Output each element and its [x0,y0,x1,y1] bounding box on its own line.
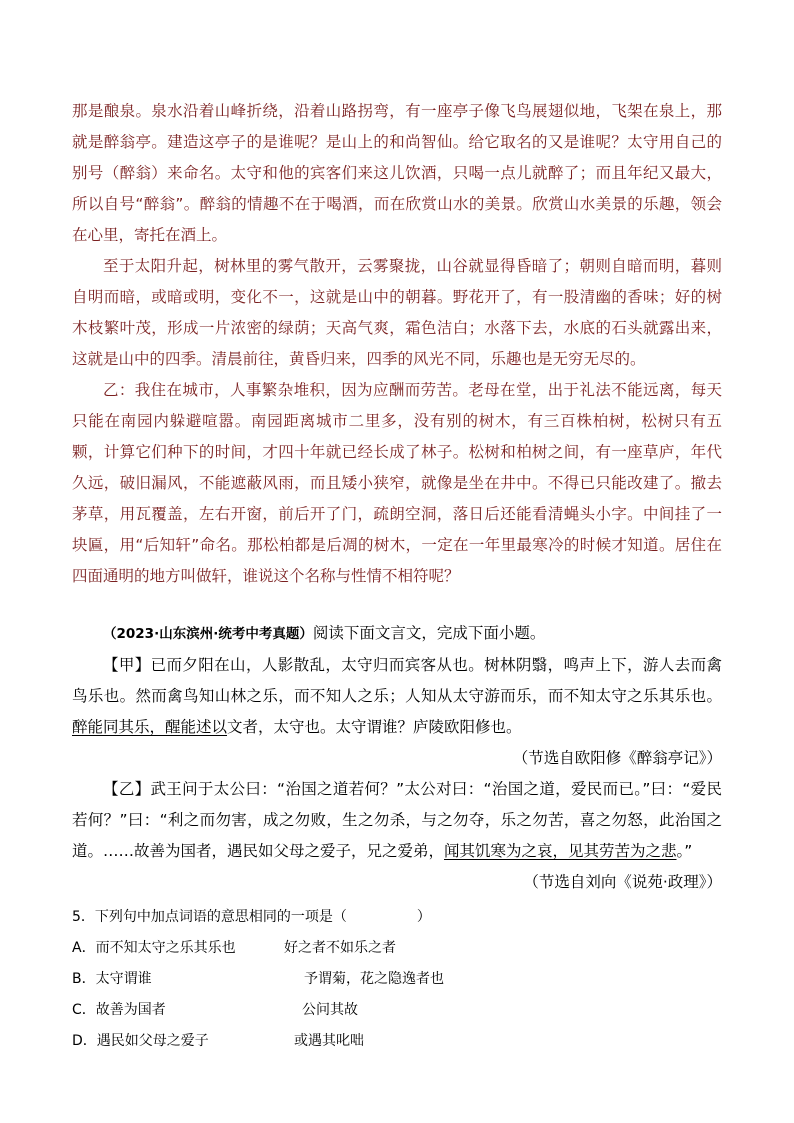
option-a[interactable] [72,933,722,964]
passage-jia-end: ，太守也。太守谓谁？庐陵欧阳修也。 [258,718,522,736]
passage-jia-label: 【甲】 [103,656,151,674]
passage-yi-label: 【乙】 [103,780,151,798]
passage-yi-underlined: 闻其饥寒为之哀，见其劳苦为之悲 [444,842,677,860]
passage-yi-text: 武王问于太公曰：“治国之道若何？”太公对曰：“治国之道，爱民而已。”曰：“爱民若何？”曰：“利之而勿害，成之勿败，生之勿杀，与之勿夺，乐之勿苦，喜之勿怒，此治国之道。……故善为国者，遇民如父母之爱子，兄之爱弟， [72,780,722,860]
passage-yi-end: 。” [676,842,693,860]
exam-source-tag: （2023·山东滨州·统考中考真题） [103,626,313,642]
option-b-left: B．太守谓谁 [72,971,152,987]
translation-paragraph-3: 乙：我住在城市，人事繁杂堆积，因为应酬而劳苦。老母在堂，出于礼法不能远离，每天只能在南园内躲避喧嚣。南园距离城市二里多，没有别的树木，有三百株柏树，松树只有五颗，计算它们种下的时间，才四十年就已经长成了林子。松树和柏树之间，有一座草庐，年代久远，破旧漏风，不能遮蔽风雨，而且矮小狭窄，就像是坐在井中。不得已只能改建了。撤去茅草，用瓦覆盖，左右开窗，前后开了门，疏朗空洞，落日后还能看清蝇头小字。中间挂了一块匾，用“后知轩”命名。那松柏都是后凋的树木，一定在一年里最寒冷的时候才知道。居住在四面通明的地方叫做轩，谁说这个名称与性情不相符呢？ [72,381,722,585]
passage-yi-source: （节选自刘向《说苑·政理》） [523,873,722,891]
passage-jia [72,650,722,743]
option-a-right: 好之者不如乐之者 [284,940,396,956]
option-b-right: 予谓菊，花之隐逸者也 [304,971,444,987]
question-5-stem: 5．下列句中加点词语的意思相同的一项是（ ） [72,909,431,925]
question-intro [72,618,722,650]
passage-jia-underlined-2: 文者 [227,718,259,736]
option-c[interactable] [72,995,722,1026]
option-d-right: 或遇其叱咄 [294,1033,364,1049]
intro-text: 阅读下面文言文，完成下面小题。 [312,624,546,642]
passage-jia-underlined: 醉能同其乐，醒能述以 [72,718,228,736]
option-c-right: 公问其故 [302,1002,358,1018]
translation-paragraph-1: 那是酿泉。泉水沿着山峰折绕，沿着山路拐弯，有一座亭子像飞鸟展翅似地，飞架在泉上，那就是醉翁亭。建造这亭子的是谁呢？是山上的和尚智仙。给它取名的又是谁呢？太守用自己的别号（醉翁）来命名。太守和他的宾客们来这儿饮酒，只喝一点儿就醉了；而且年纪又最大，所以自号“醉翁”。醉翁的情趣不在于喝酒，而在欣赏山水的美景。欣赏山水美景的乐趣，领会在心里，寄托在酒上。 [72,102,722,244]
option-b[interactable] [72,964,722,995]
option-d-left: D．遇民如父母之爱子 [72,1033,209,1049]
passage-jia-source: （节选自欧阳修《醉翁亭记》） [512,749,722,767]
option-d[interactable] [72,1026,722,1057]
passage-jia-text: 已而夕阳在山，人影散乱，太守归而宾客从也。树林阴翳，鸣声上下，游人去而禽鸟乐也。然而禽鸟知山林之乐，而不知人之乐；人知从太守游而乐，而不知太守之乐其乐也。 [72,656,722,705]
option-c-left: C．故善为国者 [72,1002,166,1018]
translation-paragraph-2: 至于太阳升起，树林里的雾气散开，云雾聚拢，山谷就显得昏暗了；朝则自暗而明，暮则自明而暗，或暗或明，变化不一，这就是山中的朝暮。野花开了，有一股清幽的香味；好的树木枝繁叶茂，形成一片浓密的绿荫；天高气爽，霜色洁白；水落下去，水底的石头就露出来，这就是山中的四季。清晨前往，黄昏归来，四季的风光不同，乐趣也是无穷无尽的。 [72,257,722,368]
passage-yi [72,774,722,867]
option-a-left: A．而不知太守之乐其乐也 [72,940,236,956]
document-page [72,96,722,1057]
